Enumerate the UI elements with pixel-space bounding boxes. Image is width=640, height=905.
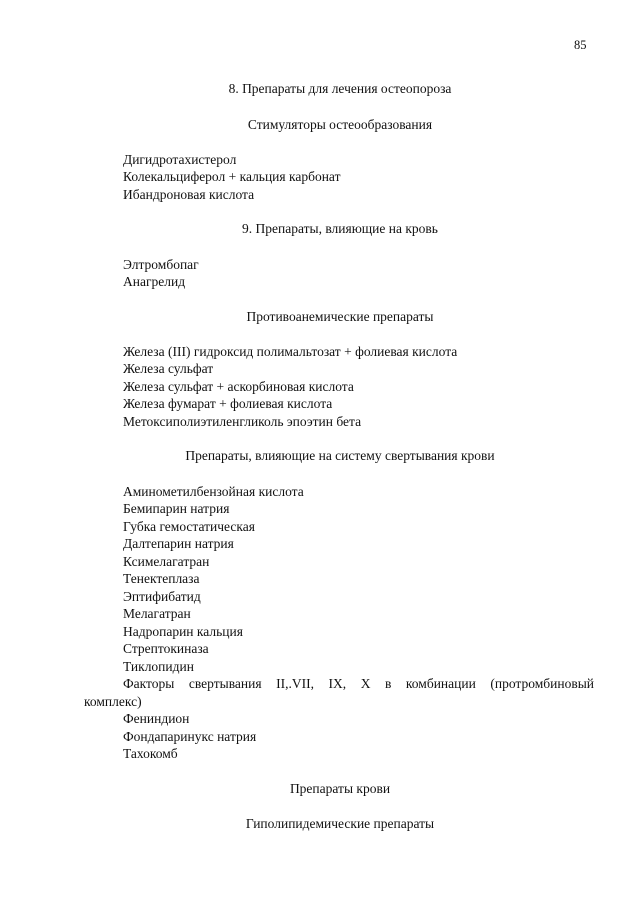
list-item: Эптифибатид (123, 589, 201, 604)
list-item: Метоксиполиэтиленгликоль эпоэтин бета (123, 414, 362, 429)
subheading-blood-products: Препараты крови (289, 781, 391, 796)
list-item: Анагрелид (123, 274, 186, 289)
list-item: Тенектеплаза (123, 571, 200, 586)
subheading-hypolipidemic: Гиполипидемические препараты (245, 816, 435, 831)
list-item: Железа сульфат (123, 361, 214, 376)
list-item: Аминометилбензойная кислота (123, 484, 304, 499)
list-item: Железа сульфат + аскорбиновая кислота (123, 379, 354, 394)
list-item: Далтепарин натрия (123, 536, 234, 551)
list-item-factors: Факторы свертывания II,.VII, IX, X в комбинации (протромбиновый (123, 676, 594, 691)
list-item: Надропарин кальция (123, 624, 243, 639)
list-item: Стрептокиназа (123, 641, 209, 656)
list-item: Фондапаринукс натрия (123, 729, 257, 744)
list-item: Бемипарин натрия (123, 501, 230, 516)
list-item: Ибандроновая кислота (123, 187, 255, 202)
list-item: Тиклопидин (123, 659, 194, 674)
list-item: Колекальциферол + кальция карбонат (123, 169, 341, 184)
list-item: Губка гемостатическая (123, 519, 255, 534)
subheading-coagulation: Препараты, влияющие на систему свертывания крови (185, 448, 495, 463)
list-item: Мелагатран (123, 606, 191, 621)
section-heading-osteoporosis: 8. Препараты для лечения остеопороза (228, 81, 452, 96)
subheading-osteogenesis-stimulators: Стимуляторы остеообразования (247, 117, 433, 132)
list-item: Элтромбопаг (123, 257, 199, 272)
list-item: Фениндион (123, 711, 190, 726)
page-number: 85 (574, 38, 587, 52)
list-item: Железа (III) гидроксид полимальтозат + фолиевая кислота (123, 344, 458, 359)
list-item: Железа фумарат + фолиевая кислота (123, 396, 333, 411)
list-item: Дигидротахистерол (123, 152, 237, 167)
list-item: Ксимелагатран (123, 554, 210, 569)
subheading-antianemic: Противоанемические препараты (246, 309, 434, 324)
section-heading-blood: 9. Препараты, влияющие на кровь (242, 221, 438, 236)
list-item-factors-continuation: комплекс) (84, 694, 142, 709)
list-item: Тахокомб (123, 746, 178, 761)
